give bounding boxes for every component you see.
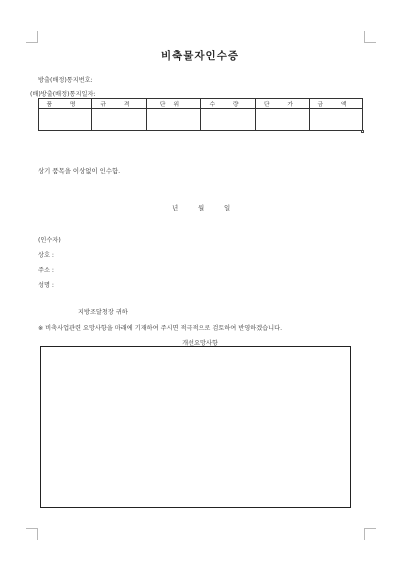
- items-table: [38, 98, 363, 131]
- improvement-box-title: 개선요망사항: [182, 340, 218, 347]
- recipient-heading: (인수자): [38, 237, 61, 244]
- date-month-label: 월: [198, 204, 205, 212]
- crop-mark-top-right: [364, 31, 376, 43]
- cell-unit[interactable]: [147, 109, 201, 131]
- notice-date-label: (배)방출(배정)통지일자:: [30, 91, 96, 98]
- recipient-company-label: 상호 :: [38, 252, 55, 259]
- cell-quantity[interactable]: [201, 109, 256, 131]
- document-title: 비축물자인수증: [160, 50, 239, 62]
- crop-mark-bottom-right: [364, 528, 376, 540]
- header-amount: 금 액: [310, 99, 363, 109]
- header-unit-price: 단 가: [256, 99, 310, 109]
- recipient-name-label: 성명 :: [38, 282, 55, 289]
- header-spec: 규 격: [92, 99, 147, 109]
- table-row: [39, 109, 363, 131]
- addressee: 지방조달청장 귀하: [78, 309, 128, 316]
- recipient-address-label: 주소 :: [38, 267, 55, 274]
- notice-number-label: 방출(배정)통지번호:: [38, 77, 93, 84]
- cell-amount[interactable]: [310, 109, 363, 131]
- header-item-name: 품 명: [39, 99, 92, 109]
- table-header-row: [39, 99, 363, 109]
- table-resize-handle[interactable]: [361, 130, 364, 133]
- request-note: ※ 비축사업관련 요망사항을 마래에 기재하여 주시면 적극적으로 검토하여 반영하겠습니다.: [38, 325, 283, 332]
- cell-spec[interactable]: [92, 109, 147, 131]
- date-day-label: 일: [224, 204, 231, 212]
- receipt-statement: 상기 품목을 이상없이 인수함.: [38, 167, 121, 175]
- crop-mark-bottom-left: [26, 528, 38, 540]
- improvement-requests-box[interactable]: [40, 346, 351, 508]
- crop-mark-top-left: [26, 31, 38, 43]
- header-quantity: 수 량: [201, 99, 256, 109]
- header-unit: 단위: [147, 99, 201, 109]
- cell-item-name[interactable]: [39, 109, 92, 131]
- date-year-label: 년: [172, 204, 179, 212]
- cell-unit-price[interactable]: [256, 109, 310, 131]
